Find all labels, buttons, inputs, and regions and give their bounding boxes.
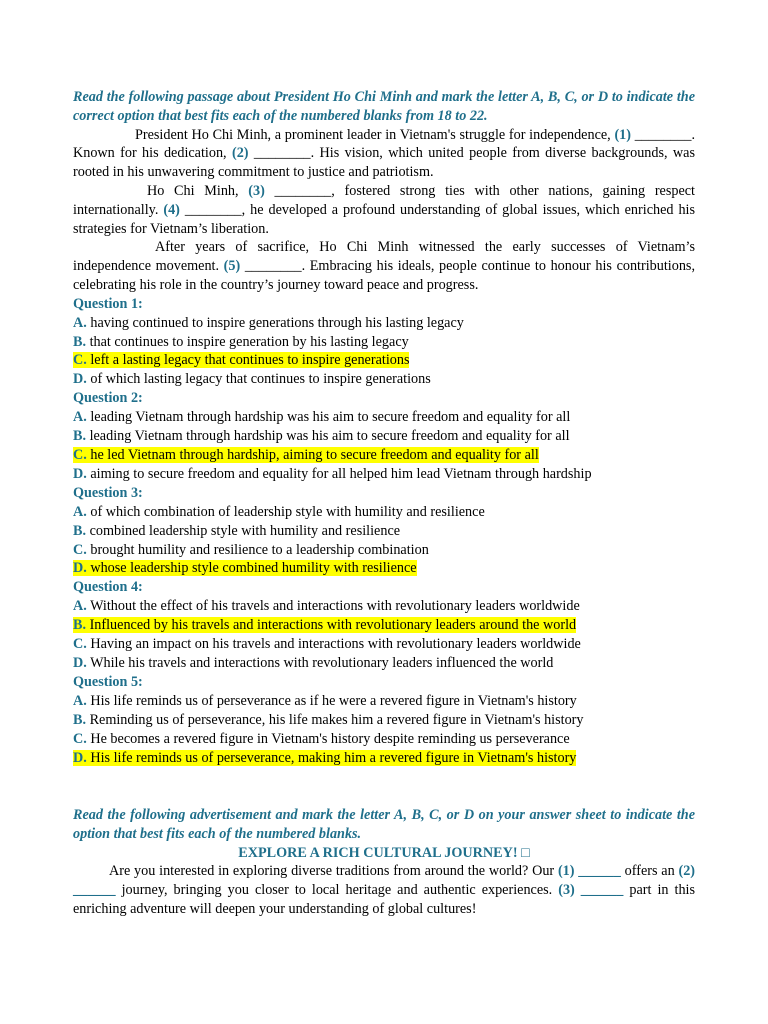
option-text: left a lasting legacy that continues to inspire generations — [86, 352, 410, 369]
option-letter: C. — [73, 541, 87, 558]
option-letter: B. — [73, 617, 87, 634]
question-block — [73, 673, 695, 768]
paragraph-text: Ho Chi Minh, — [147, 182, 249, 199]
blank-number: (4) — [163, 201, 180, 218]
title-text: EXPLORE A RICH CULTURAL JOURNEY! — [238, 844, 522, 861]
option-letter: A. — [73, 503, 87, 520]
question-title: Question 4: — [73, 579, 143, 596]
option-text: of which lasting legacy that continues to inspire generations — [86, 371, 431, 388]
question-block — [73, 389, 695, 484]
blank-number: (3) ______ — [558, 882, 624, 899]
option-text: While his travels and interactions with revolutionary leaders influenced the world — [86, 654, 554, 671]
option-letter: C. — [73, 447, 87, 464]
option-text: having continued to inspire generations through his lasting legacy — [86, 314, 464, 331]
advertisement-paragraph — [73, 862, 695, 918]
option-a — [73, 692, 695, 711]
question-list — [73, 295, 695, 768]
option-letter: A. — [73, 598, 87, 615]
option-text: of which combination of leadership style with humility and resilience — [86, 503, 485, 520]
option-c-highlighted — [73, 351, 695, 370]
paragraph-text: Are you interested in exploring diverse traditions from around the world? Our — [109, 863, 558, 880]
option-d — [73, 654, 695, 673]
option-text: combined leadership style with humility and resilience — [86, 522, 401, 539]
option-letter: B. — [73, 333, 87, 350]
option-letter: B. — [73, 428, 87, 445]
advertisement-section — [73, 806, 695, 919]
option-letter: D. — [73, 371, 87, 388]
paragraph-text: ________. His vision, which united people from diverse backgrounds, was rooted in his unwavering commitment to justice and patriotism. — [73, 145, 695, 181]
blank-number: (2) — [231, 145, 249, 162]
option-letter: C. — [73, 352, 87, 369]
option-letter: D. — [73, 749, 87, 766]
option-letter: B. — [73, 522, 87, 539]
paragraph-text: ________, fostered strong ties with other nations, gaining respect internationally. — [73, 182, 695, 218]
option-b — [73, 333, 695, 352]
option-letter: A. — [73, 314, 87, 331]
option-b-highlighted — [73, 616, 695, 635]
question-title: Question 1: — [73, 295, 143, 312]
option-letter: D. — [73, 654, 87, 671]
option-text: His life reminds us of perseverance as if he were a revered figure in Vietnam's history — [86, 692, 577, 709]
option-text: He becomes a revered figure in Vietnam's history despite reminding us perseverance — [86, 730, 570, 747]
blank-number: (1) — [614, 126, 631, 143]
option-letter: A. — [73, 409, 87, 426]
question-block — [73, 484, 695, 579]
question-title: Question 5: — [73, 673, 143, 690]
option-text: His life reminds us of perseverance, making him a revered figure in Vietnam's history — [86, 749, 577, 766]
advertisement-title — [73, 844, 695, 863]
option-a — [73, 597, 695, 616]
option-b — [73, 522, 695, 541]
option-text: that continues to inspire generation by his lasting legacy — [86, 333, 409, 350]
option-letter: C. — [73, 636, 87, 653]
question-title: Question 2: — [73, 390, 143, 407]
option-d — [73, 370, 695, 389]
paragraph-text: part in this enriching adventure will deepen your understanding of global cultures! — [73, 882, 696, 917]
option-d-highlighted — [73, 749, 695, 768]
passage-paragraph-2 — [73, 182, 695, 238]
question-block — [73, 295, 695, 390]
option-text: Having an impact on his travels and interactions with revolutionary leaders worldwide — [86, 636, 581, 653]
passage-paragraph-3 — [73, 238, 695, 294]
option-letter: A. — [73, 692, 87, 709]
option-d — [73, 465, 695, 484]
passage-paragraph-1 — [73, 126, 695, 182]
option-letter: B. — [73, 711, 87, 728]
blank-number: (3) — [248, 182, 265, 199]
option-c-highlighted — [73, 446, 695, 465]
option-letter: C. — [73, 730, 87, 747]
question-block — [73, 578, 695, 673]
paragraph-text: ________. Known for his dedication, — [73, 126, 695, 162]
option-text: leading Vietnam through hardship was his aim to secure freedom and equality for all — [86, 428, 570, 445]
option-c — [73, 541, 695, 560]
option-b — [73, 711, 695, 730]
paragraph-text: journey, bringing you closer to local heritage and authentic experiences. — [115, 882, 559, 899]
option-a — [73, 314, 695, 333]
option-letter: D. — [73, 465, 87, 482]
missing-glyph-icon: □ — [521, 844, 530, 861]
option-a — [73, 503, 695, 522]
option-text: leading Vietnam through hardship was his aim to secure freedom and equality for all — [86, 409, 571, 426]
option-a — [73, 408, 695, 427]
option-c — [73, 635, 695, 654]
option-text: whose leadership style combined humility with resilience — [86, 560, 417, 577]
option-d-highlighted — [73, 559, 695, 578]
blank-number: (2) ______ — [73, 863, 696, 899]
blank-number: (5) — [223, 258, 241, 275]
paragraph-text: ________, he developed a profound understanding of global issues, which enriched his strategies for Vietnam’s liberation. — [73, 201, 695, 237]
paragraph-text: President Ho Chi Minh, a prominent leader in Vietnam's struggle for independence, — [135, 126, 615, 143]
option-letter: D. — [73, 560, 87, 577]
passage-ho-chi-minh — [73, 88, 695, 767]
option-text: he led Vietnam through hardship, aiming to secure freedom and equality for all — [86, 447, 539, 464]
paragraph-text: After years of sacrifice, Ho Chi Minh witnessed the early successes of Vietnam’s independence movement. — [73, 239, 695, 275]
option-text: Reminding us of perseverance, his life makes him a revered figure in Vietnam's history — [86, 711, 584, 728]
paragraph-text: offers an — [620, 863, 679, 880]
paragraph-text: ________. Embracing his ideals, people continue to honour his contributions, celebrating his role in the country’s journey toward peace and progress. — [73, 258, 695, 293]
option-c — [73, 730, 695, 749]
blank-number: (1) ______ — [557, 863, 621, 880]
option-text: Without the effect of his travels and interactions with revolutionary leaders worldwide — [86, 598, 580, 615]
instruction-passage-1: Read the following passage about President Ho Chi Minh and mark the letter A, B, C, or D to indicate the correct option that best fits each of the numbered blanks from 18 to 22. — [73, 89, 695, 124]
instruction-passage-2: Read the following advertisement and mark the letter A, B, C, or D on your answer sheet to indicate the option that best fits each of the numbered blanks. — [73, 807, 695, 842]
option-text: brought humility and resilience to a leadership combination — [86, 541, 429, 558]
option-text: Influenced by his travels and interactions with revolutionary leaders around the world — [86, 617, 577, 634]
option-text: aiming to secure freedom and equality for all helped him lead Vietnam through hardship — [86, 465, 592, 482]
option-b — [73, 427, 695, 446]
question-title: Question 3: — [73, 484, 143, 501]
